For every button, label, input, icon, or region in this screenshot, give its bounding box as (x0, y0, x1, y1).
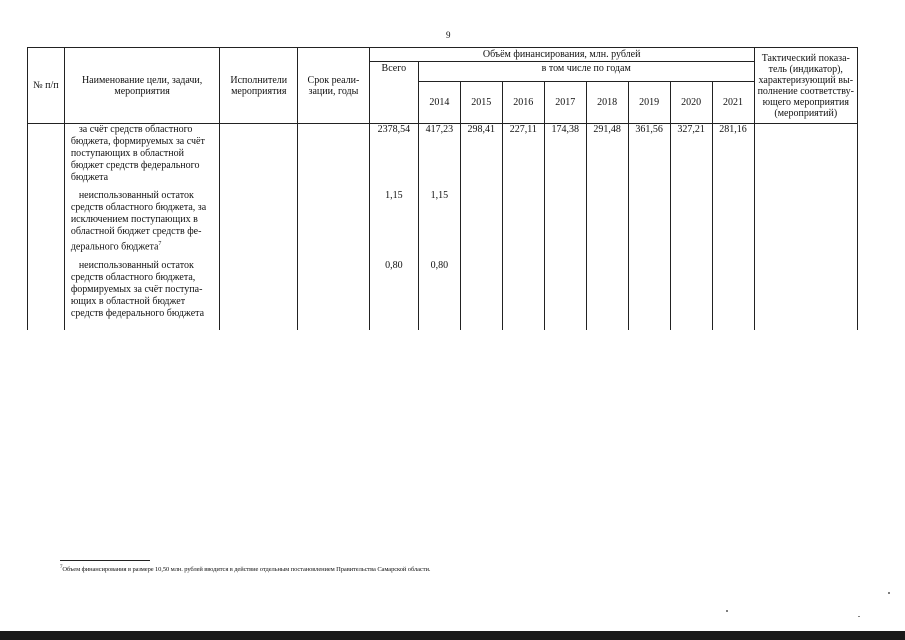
header-term: Срок реали-зации, годы (298, 48, 370, 124)
table-row (28, 190, 858, 260)
cell-name (64, 124, 220, 191)
cell-value: 361,56 (628, 124, 670, 191)
cell-value (670, 260, 712, 330)
cell-value: 1,15 (418, 190, 460, 260)
cell-executors (220, 124, 298, 191)
cell-term (298, 124, 370, 191)
cell-num (28, 124, 65, 191)
header-by-years: в том числе по годам (418, 62, 754, 82)
cell-indicator (754, 124, 857, 191)
cell-num (28, 260, 65, 330)
cell-term (298, 190, 370, 260)
cell-indicator (754, 190, 857, 260)
header-year: 2019 (628, 82, 670, 124)
header-executors: Исполнители мероприятия (220, 48, 298, 124)
table-row (28, 260, 858, 330)
footnote (60, 565, 430, 573)
cell-value (586, 190, 628, 260)
cell-total: 0,80 (369, 260, 418, 330)
cell-executors (220, 260, 298, 330)
cell-value: 174,38 (544, 124, 586, 191)
page-number: 9 (446, 30, 451, 40)
cell-value: 417,23 (418, 124, 460, 191)
cell-value (544, 190, 586, 260)
cell-value (502, 260, 544, 330)
footnote-mark: 7 (60, 565, 63, 570)
cell-value (460, 260, 502, 330)
header-year: 2021 (712, 82, 754, 124)
cell-value: 281,16 (712, 124, 754, 191)
cell-value (628, 260, 670, 330)
cell-num (28, 190, 65, 260)
cell-value: 327,21 (670, 124, 712, 191)
cell-total: 2378,54 (369, 124, 418, 191)
cell-value (586, 260, 628, 330)
scan-edge-bar (0, 631, 905, 640)
footnote-ref: 7 (158, 241, 162, 247)
scan-speck (858, 616, 860, 617)
header-year: 2015 (460, 82, 502, 124)
header-year: 2018 (586, 82, 628, 124)
cell-executors (220, 190, 298, 260)
header-name: Наименование цели, задачи, мероприятия (64, 48, 220, 124)
cell-value: 227,11 (502, 124, 544, 191)
cell-value: 0,80 (418, 260, 460, 330)
header-indicator: Тактический показа-тель (индикатор), характеризующий вы-полнение соответству-ющего мероприятия (мероприятий) (754, 48, 857, 124)
cell-value (460, 190, 502, 260)
header-num: № п/п (28, 48, 65, 124)
header-year: 2014 (418, 82, 460, 124)
cell-value (712, 260, 754, 330)
cell-value (502, 190, 544, 260)
cell-name (64, 260, 220, 330)
scan-speck (888, 592, 890, 594)
cell-value (670, 190, 712, 260)
cell-value: 291,48 (586, 124, 628, 191)
header-year: 2017 (544, 82, 586, 124)
cell-term (298, 260, 370, 330)
cell-total: 1,15 (369, 190, 418, 260)
cell-value: 298,41 (460, 124, 502, 191)
header-financing: Объём финансирования, млн. рублей (369, 48, 754, 62)
header-total: Всего (369, 62, 418, 124)
footnote-text: Объем финансирования в размере 10,50 млн. рублей вводится в действие отдельным постановлением Правительства Самарской области. (62, 566, 431, 574)
cell-value (712, 190, 754, 260)
cell-name (64, 190, 220, 260)
cell-value (544, 260, 586, 330)
footnote-divider (60, 560, 150, 561)
cell-value (628, 190, 670, 260)
financing-table (27, 47, 858, 330)
row-name: неиспользованный остаток средств областного бюджета, формируемых за счёт поступа-ющих в областной бюджет средств федерального бюджета (70, 260, 205, 319)
header-year: 2020 (670, 82, 712, 124)
row-name: за счёт средств областного бюджета, формируемых за счёт поступающих в областной бюджет средств федерального бюджета (70, 124, 205, 183)
table-row (28, 124, 858, 191)
row-name: неиспользованный остаток средств областного бюджета, за исключением поступающих в областной бюджет средств фе-дерального бюджета (70, 190, 207, 253)
cell-indicator (754, 260, 857, 330)
header-year: 2016 (502, 82, 544, 124)
scan-speck (726, 610, 728, 612)
